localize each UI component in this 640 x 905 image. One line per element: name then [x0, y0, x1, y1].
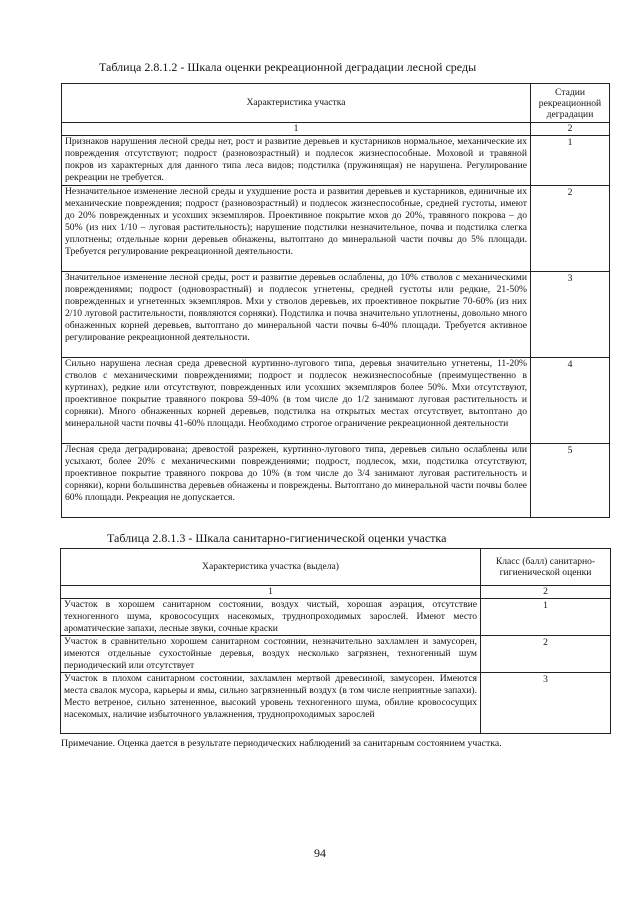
table-row: [62, 444, 610, 518]
page-number: 94: [314, 846, 326, 860]
row-characteristic: Участок в хорошем санитарном состоянии, воздух чистый, хорошая аэрация, отсутствие техногенного шума, кровососущих насекомых, труднопроходимых зарослей. Имеют место ароматические запахи, лесные звуки, сочные краски: [61, 599, 481, 636]
row-stage-value: 3: [531, 272, 610, 358]
row-stage-value: 2: [531, 186, 610, 272]
table-row: [62, 358, 610, 444]
row-stage-value: 1: [531, 136, 610, 186]
column-number: 1: [61, 586, 481, 599]
table-header-row: [62, 84, 610, 123]
table-row: [62, 272, 610, 358]
recreational-degradation-table: [61, 83, 610, 518]
table-row: [61, 673, 611, 734]
row-characteristic: Значительное изменение лесной среды, рост и развитие деревьев ослаблены, до 10% стволов с механическими повреждениями; подрост (одновозрастный) и подлесок угнетены, средней густоты или редкие, 21-50% поврежденных и угнетенных экземпляров. Мхи у стволов деревьев, их проективное покрытие 70-60% (из них 2/10 луговой растительности, появляются сорняки). Подстилка и почва значительно уплотнены, довольно много обнаженных корней деревьев, вытоптано до минеральной части почвы 6-40% площади. Требуется активное регулирование рекреационной деятельности.: [62, 272, 531, 358]
sanitary-hygienic-table: [60, 548, 611, 734]
table-row: [62, 136, 610, 186]
row-characteristic: Лесная среда деградирована; древостой разрежен, куртинно-лугового типа, деревьев сильно ослаблены или усыхают, более 20% с механическими повреждениями; подрост, подлесок, мхи, подстилка отсутствуют, проективное покрытие травяного покрова до 10% (в том числе до 3/4 занимают луговая растительность и сорняки), корни большинства деревьев обнажены и повреждены. Вытоптано до минеральной части почвы более 60% площади. Рекреация не допускается.: [62, 444, 531, 518]
table-row: [61, 599, 611, 636]
row-class-value: 3: [481, 673, 611, 734]
row-stage-value: 5: [531, 444, 610, 518]
table-header-row: [61, 549, 611, 586]
table-row: [61, 636, 611, 673]
row-class-value: 2: [481, 636, 611, 673]
column-number: 2: [481, 586, 611, 599]
header-class: Класс (балл) санитарно-гигиенической оценки: [481, 549, 611, 586]
column-number-row: [62, 123, 610, 136]
row-characteristic: Признаков нарушения лесной среды нет, рост и развитие деревьев и кустарников нормальное, механические их повреждения отсутствуют; подрост (разновозрастный) и подлесок жизнеспособные. Моховой и травяной покров из характерных для данного типа леса видов; подстилка (пружинящая) не нарушена. Регулирование рекреации не требуется.: [62, 136, 531, 186]
row-characteristic: Незначительное изменение лесной среды и ухудшение роста и развития деревьев и кустарников, единичные их механические повреждения; подрост (разновозрастный) и подлесок жизнеспособные, средней густоты, имеют до 20% поврежденных и усохших экземпляров. Проективное покрытие мхов до 20%, травяного покрова – до 50% (из них 1/10 – луговая растительность); нарушение подстилки незначительное, почва и подстилка слегка уплотнены; отдельные корни деревьев обнажены, вытоптано до минеральной части почвы до 5% площади. Требуется регулирование рекреационной деятельности.: [62, 186, 531, 272]
row-characteristic: Участок в сравнительно хорошем санитарном состоянии, незначительно захламлен и замусорен, имеются отдельные сухостойные деревья, воздух несколько загрязнен, техногенный шум периодический или отсутствует: [61, 636, 481, 673]
column-number: 2: [531, 123, 610, 136]
table-2-caption: Таблица 2.8.1.3 - Шкала санитарно-гигиенической оценки участка: [107, 531, 447, 545]
column-number-row: [61, 586, 611, 599]
table-row: [62, 186, 610, 272]
header-characteristic: Характеристика участка: [62, 84, 531, 123]
table-1-caption: Таблица 2.8.1.2 - Шкала оценки рекреационной деградации лесной среды: [99, 60, 477, 74]
header-characteristic: Характеристика участка (выдела): [61, 549, 481, 586]
table-note: Примечание. Оценка дается в результате периодических наблюдений за санитарным состоянием участка.: [61, 738, 502, 749]
row-stage-value: 4: [531, 358, 610, 444]
column-number: 1: [62, 123, 531, 136]
row-characteristic: Участок в плохом санитарном состоянии, захламлен мертвой древесиной, замусорен. Имеются места свалок мусора, карьеры и ямы, сильно загрязненный воздух (в том числе неприятные запахи). Место ветреное, сильно затененное, высокий уровень техногенного шума, обилие кровососущих насекомых, наличие избыточного увлажнения, труднопроходимых зарослей: [61, 673, 481, 734]
row-characteristic: Сильно нарушена лесная среда древесной куртинно-лугового типа, деревья значительно угнетены, 11-20% стволов с механическими повреждениями; подрост и подлесок нежизнеспособные (преимущественно в куртинах), редкие или отсутствуют, поврежденных или усохших экземпляров более 50%. Мхи отсутствуют, проективное покрытие травяного покрова 59-40% (в том числе до 1/2 занимают луговая растительность и сорняки). Много обнаженных корней деревьев, подстилка на открытых местах отсутствует, вытоптано до минеральной части почвы 41-60% площади. Необходимо строгое ограничение рекреационной деятельности: [62, 358, 531, 444]
header-stage: Стадии рекреационной деградации: [531, 84, 610, 123]
row-class-value: 1: [481, 599, 611, 636]
